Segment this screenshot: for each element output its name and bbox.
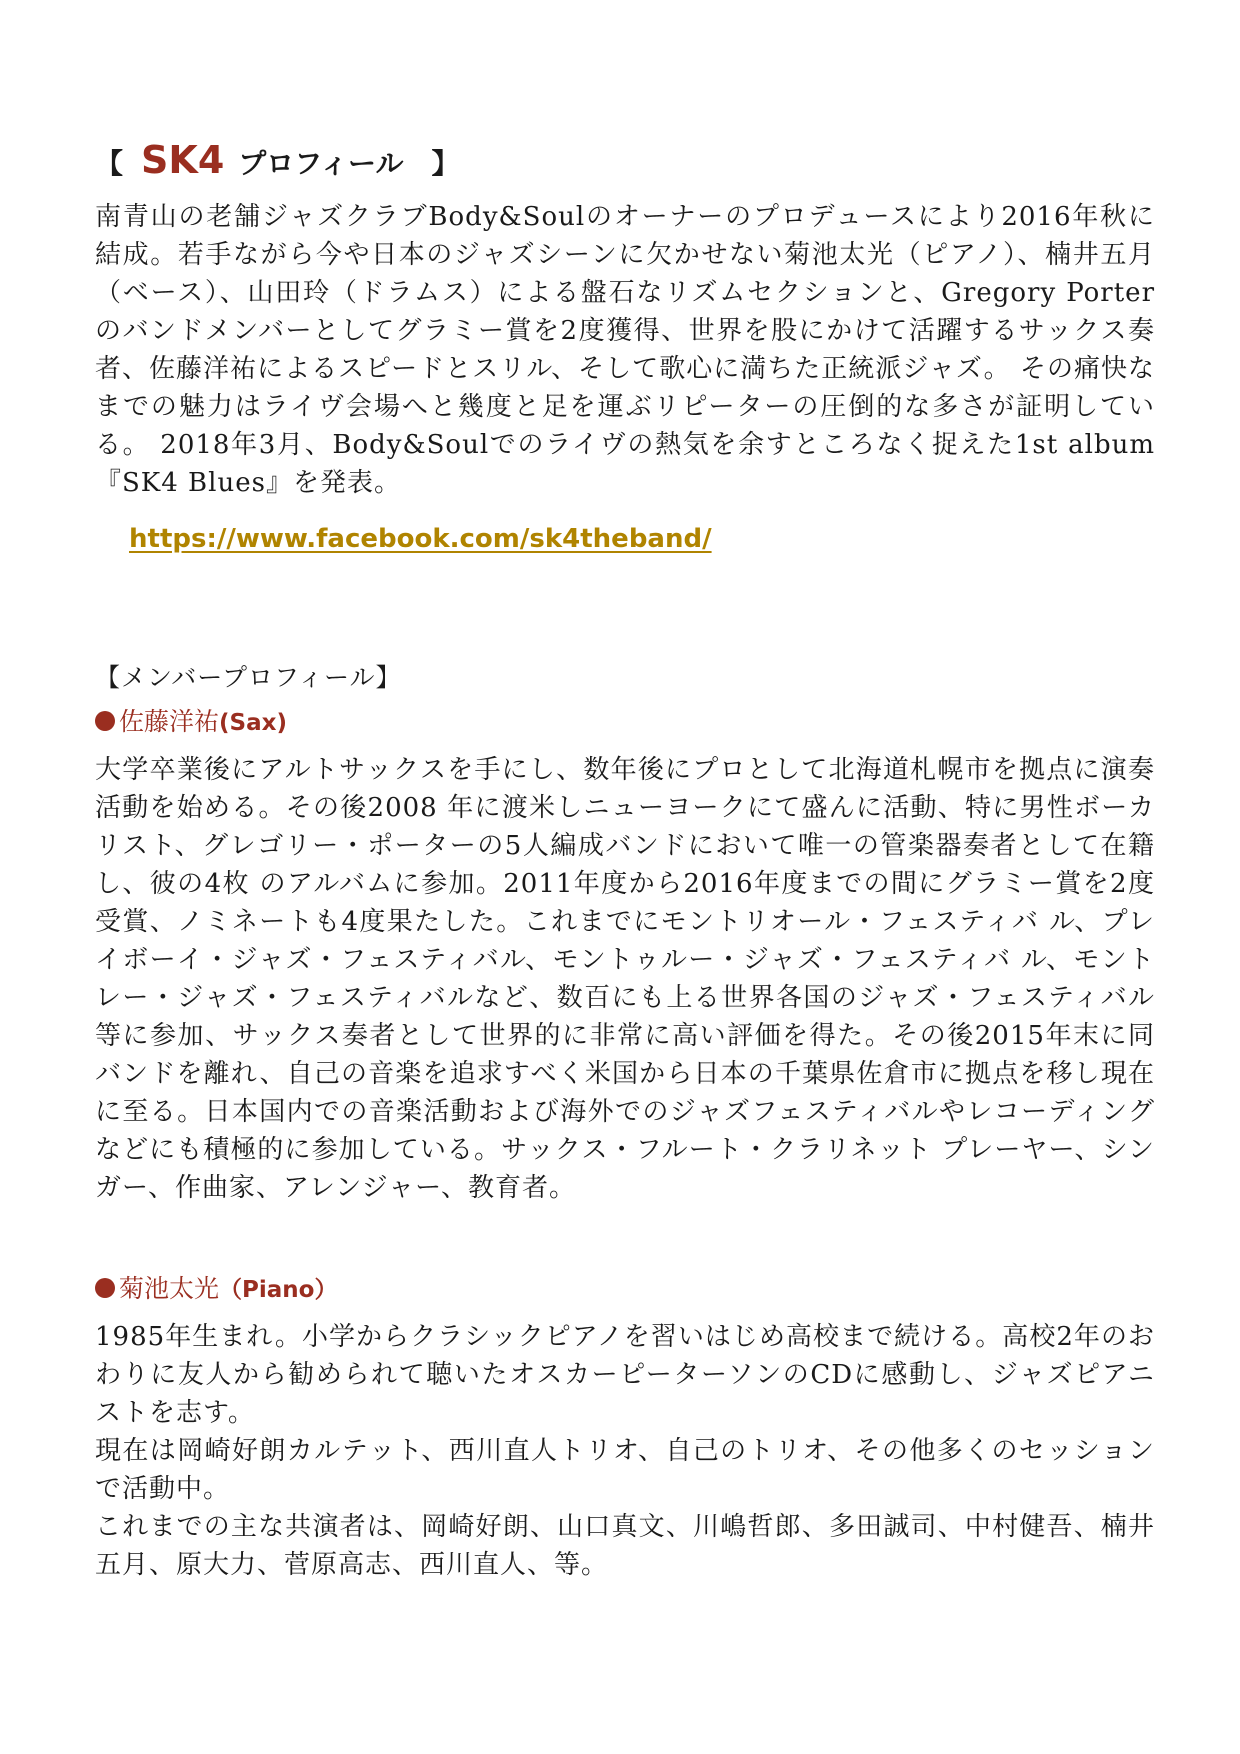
- page-title: [95, 130, 1155, 190]
- member-instrument: （Piano）: [219, 1277, 338, 1303]
- bullet-dot-icon: [95, 1278, 115, 1298]
- bullet-dot-icon: [95, 711, 115, 731]
- bio-paragraph: 現在は岡崎好朗カルテット、西川直人トリオ、自己のトリオ、その他多くのセッションで活動中。: [95, 1436, 1155, 1504]
- member-name-heading: [95, 1269, 1155, 1310]
- bio-paragraph: 1985年生まれ。小学からクラシックピアノを習いはじめ高校まで続ける。高校2年のおわりに友人から勧められて聴いたオスカーピーターソンのCDに感動し、ジャズピアニストを志す。: [95, 1322, 1155, 1428]
- bio-paragraph: これまでの主な共演者は、岡崎好朗、山口真文、川嶋哲郎、多田誠司、中村健吾、楠井五月、原大力、菅原高志、西川直人、等。: [95, 1512, 1155, 1580]
- member-instrument: (Sax): [219, 710, 287, 736]
- bio-paragraph: 大学卒業後にアルトサックスを手にし、数年後にプロとして北海道札幌市を拠点に演奏活動を始める。その後2008 年に渡米しニューヨークにて盛んに活動、特に男性ボーカリスト、グレゴリー・ポーターの5人編成バンドにおいて唯一の管楽器奏者として在籍し、彼の4枚 のアルバムに参加。2011年度から2016年度までの間にグラミー賞を2度受賞、ノミネートも4度果たした。これまでにモントリオール・フェスティバ ル、プレイボーイ・ジャズ・フェスティバル、モントゥルー・ジャズ・フェスティバ ル、モントレー・ジャズ・フェスティバルなど、数百にも上る世界各国のジャズ・フェスティバル等に参加、サックス奏者として世界的に非常に高い評価を得た。その後2015年末に同バンドを離れ、自己の音楽を追求すべく米国から日本の千葉県佐倉市に拠点を移し現在に至る。日本国内での音楽活動および海外でのジャズフェスティバルやレコーディングなどにも積極的に参加している。サックス・フルート・クラリネット プレーヤー、シンガー、作曲家、アレンジャー、教育者。: [95, 755, 1155, 1203]
- member-profile-piano: [95, 1269, 1155, 1584]
- title-open-bracket: 【: [95, 147, 124, 180]
- facebook-link[interactable]: https://www.facebook.com/sk4theband/: [129, 524, 712, 554]
- title-close-bracket: 】: [431, 147, 460, 180]
- member-bio: [95, 751, 1155, 1207]
- band-name: SK4: [141, 138, 225, 182]
- member-profile-sax: [95, 702, 1155, 1207]
- member-bio: [95, 1318, 1155, 1584]
- band-profile-text: 南青山の老舗ジャズクラブBody&Soulのオーナーのプロデュースにより2016年秋に結成。若手ながら今や日本のジャズシーンに欠かせない菊池太光（ピアノ）、楠井五月（ベース）、山田玲（ドラムス）による盤石なリズムセクションと、Gregory Porterのバンドメンバーとしてグラミー賞を2度獲得、世界を股にかけて活躍するサックス奏者、佐藤洋祐によるスピードとスリル、そして歌心に満ちた正統派ジャズ。 その痛快なまでの魅力はライヴ会場へと幾度と足を運ぶリピーターの圧倒的な多さが証明している。 2018年3月、Body&Soulでのライヴの熱気を余すところなく捉えた1st album『SK4 Blues』を発表。: [95, 202, 1155, 498]
- document-page: [95, 130, 1155, 1584]
- member-name-heading: [95, 702, 1155, 743]
- title-label: プロフィール: [238, 147, 404, 180]
- member-name: 佐藤洋祐: [119, 707, 220, 736]
- member-name: 菊池太光: [119, 1274, 220, 1303]
- members-heading: 【メンバープロフィール】: [95, 663, 402, 692]
